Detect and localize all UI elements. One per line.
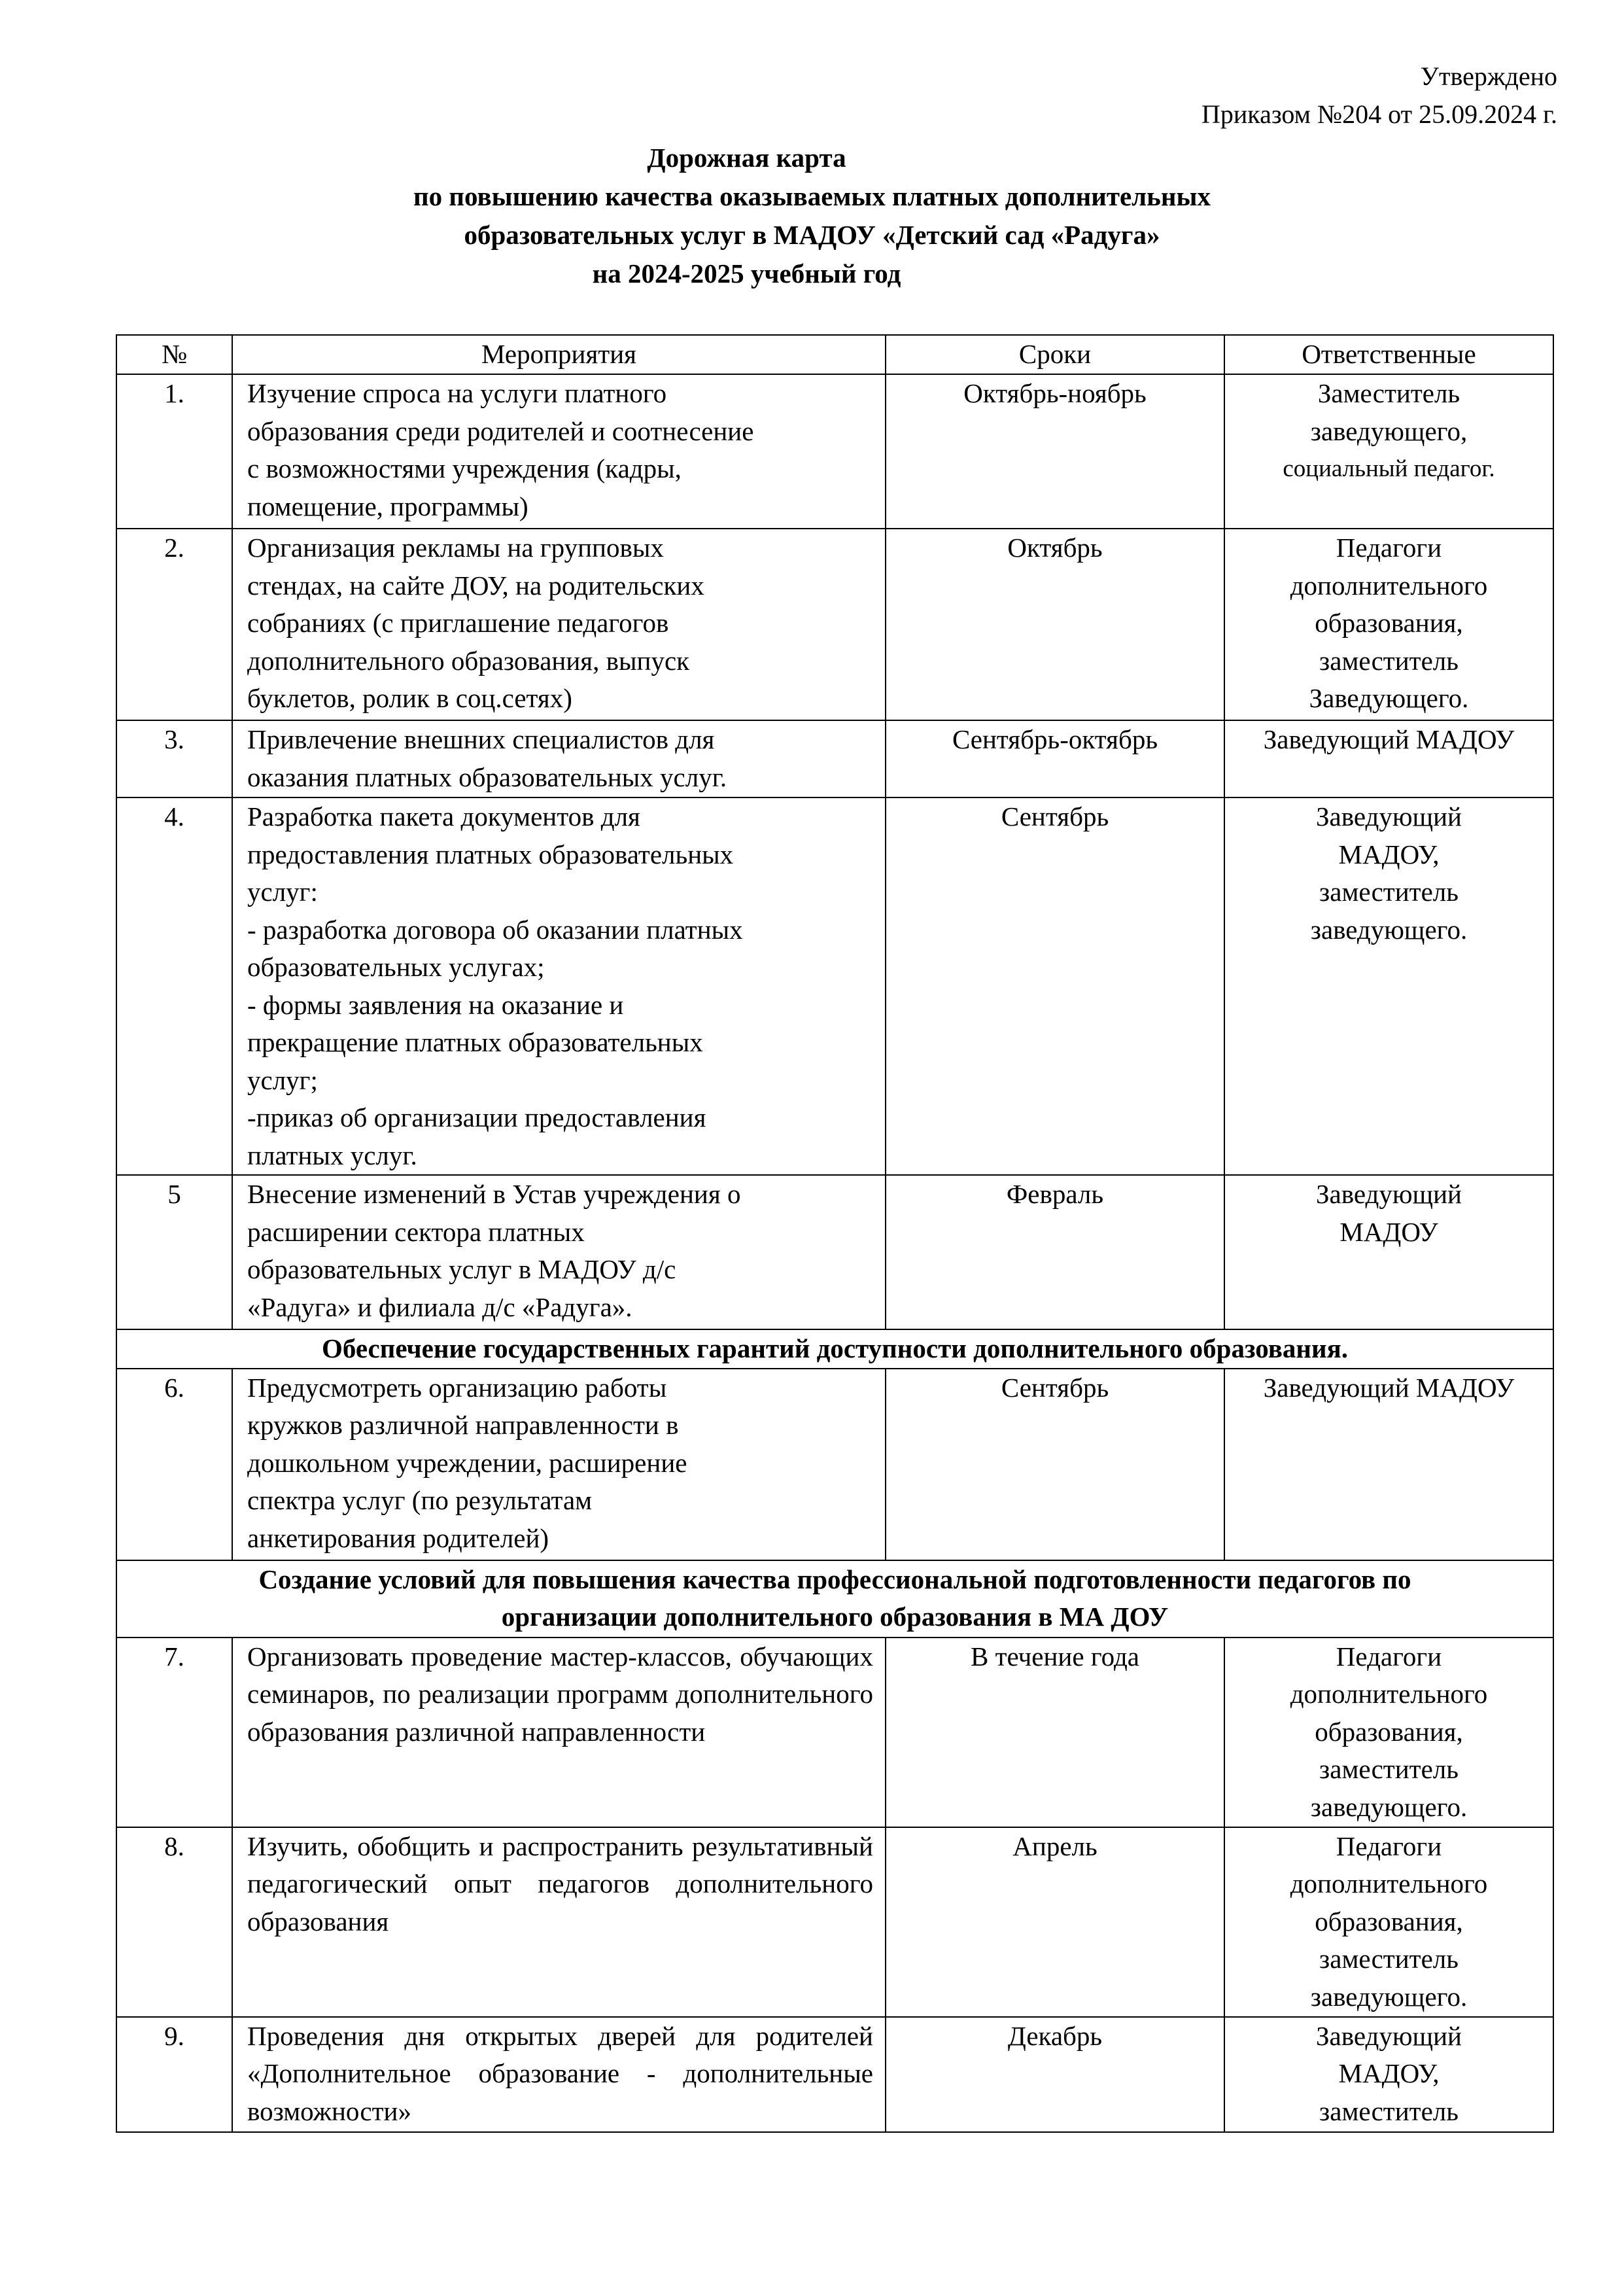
term-cell: Октябрь-ноябрь [886, 374, 1224, 529]
table-row [116, 720, 1553, 797]
responsible-line: МАДОУ, [1338, 839, 1440, 869]
activity-line: спектра услуг (по результатам [247, 1485, 593, 1515]
responsible-line: Заведующий МАДОУ [1263, 724, 1515, 754]
term-cell: Сентябрь [886, 797, 1224, 1175]
activity-cell [232, 720, 886, 797]
activity-line: Внесение изменений в Устав учреждения о [247, 1179, 741, 1209]
header-responsible: Ответственные [1224, 335, 1553, 374]
title-line-4: на 2024-2025 учебный год [592, 258, 901, 289]
row-number: 9. [116, 2017, 232, 2132]
activity-line: помещение, программы) [247, 491, 528, 521]
activity-cell [232, 374, 886, 529]
responsible-line: заместитель [1319, 1754, 1459, 1784]
row-number: 5 [116, 1175, 232, 1329]
responsible-line: Заведующий МАДОУ [1263, 1372, 1515, 1403]
row-number: 7. [116, 1638, 232, 1827]
responsible-line: заведующего. [1310, 1981, 1468, 2012]
responsible-line: Заведующий [1316, 2020, 1462, 2051]
activity-line: оказания платных образовательных услуг. [247, 762, 727, 792]
term-cell: Апрель [886, 1827, 1224, 2017]
section-heading-guarantees-title: Обеспечение государственных гарантий доступности дополнительного образования. [116, 1329, 1553, 1369]
responsible-line: Педагоги [1336, 1831, 1442, 1861]
responsible-cell [1224, 720, 1553, 797]
activity-line: анкетирования родителей) [247, 1522, 549, 1553]
activity-line: дополнительного образования, выпуск [247, 645, 690, 676]
activity-line: образовательных услуг в МАДОУ д/с [247, 1254, 676, 1284]
responsible-line: заместитель [1319, 2095, 1459, 2126]
table-row [116, 1175, 1553, 1329]
activity-cell: Организовать проведение мастер-классов, обучающих семинаров, по реализации программ дополнительного образования различной направленности [232, 1638, 886, 1827]
section-heading-conditions-line: организации дополнительного образования в МА ДОУ [501, 1602, 1169, 1632]
activity-cell: Проведения дня открытых дверей для родителей «Дополнительное образование - дополнительные возможности» [232, 2017, 886, 2132]
responsible-cell [1224, 529, 1553, 720]
row-number: 2. [116, 529, 232, 720]
section-heading-conditions-line: Создание условий для повышения качества профессиональной подготовленности педагогов по [258, 1564, 1411, 1594]
table-row [116, 1638, 1553, 1827]
activity-line: -приказ об организации предоставления [247, 1102, 706, 1132]
term-cell: Октябрь [886, 529, 1224, 720]
responsible-line: дополнительного [1290, 1868, 1488, 1899]
responsible-line: образования, [1315, 608, 1463, 638]
approval-line-1: Утверждено [1420, 61, 1557, 91]
row-number: 1. [116, 374, 232, 529]
responsible-line: МАДОУ, [1338, 2058, 1440, 2088]
responsible-line: Педагоги [1336, 1641, 1442, 1672]
activity-line: предоставления платных образовательных [247, 839, 734, 869]
responsible-line: дополнительного [1290, 570, 1488, 601]
responsible-line: Заведующего. [1309, 683, 1469, 713]
section-heading-conditions-title [116, 1560, 1553, 1638]
activity-line: услуг; [247, 1064, 318, 1095]
responsible-line: заведующего. [1310, 1791, 1468, 1822]
activity-line: Предусмотреть организацию работы [247, 1372, 667, 1403]
section-heading-guarantees [116, 1329, 1553, 1369]
title-line-3: образовательных услуг в МАДОУ «Детский сад «Радуга» [464, 220, 1160, 250]
row-number: 3. [116, 720, 232, 797]
responsible-cell [1224, 1827, 1553, 2017]
activity-line: Изучение спроса на услуги платного [247, 378, 667, 408]
responsible-line: Заведующий [1316, 801, 1462, 832]
activity-line: буклетов, ролик в соц.сетях) [247, 683, 572, 713]
activity-line: - разработка договора об оказании платных [247, 914, 743, 945]
activity-line: платных услуг. [247, 1140, 417, 1170]
activity-line: собраниях (с приглашение педагогов [247, 608, 669, 638]
activity-cell: Изучить, обобщить и распространить результативный педагогический опыт педагогов дополнительного образования [232, 1827, 886, 2017]
activity-line: расширении сектора платных [247, 1216, 585, 1247]
row-number: 4. [116, 797, 232, 1175]
term-cell: Сентябрь-октябрь [886, 720, 1224, 797]
table-row [116, 529, 1553, 720]
activity-line: Привлечение внешних специалистов для [247, 724, 715, 754]
approval-line-2: Приказом №204 от 25.09.2024 г. [1201, 99, 1557, 129]
term-cell: Декабрь [886, 2017, 1224, 2132]
activity-line: Организация рекламы на групповых [247, 533, 664, 563]
document-title [0, 139, 1624, 293]
activity-line: «Радуга» и филиала д/с «Радуга». [247, 1291, 632, 1322]
responsible-line: Заведующий [1316, 1179, 1462, 1209]
table-row [116, 1827, 1553, 2017]
responsible-line: заведующего. [1310, 914, 1468, 945]
header-activity: Мероприятия [232, 335, 886, 374]
activity-cell [232, 529, 886, 720]
responsible-cell [1224, 1175, 1553, 1329]
activity-cell [232, 1175, 886, 1329]
responsible-cell [1224, 797, 1553, 1175]
responsible-line: дополнительного [1290, 1679, 1488, 1709]
activity-line: образовательных услугах; [247, 952, 545, 982]
header-num: № [116, 335, 232, 374]
responsible-line: заместитель [1319, 877, 1459, 907]
title-line-1: Дорожная карта [647, 143, 846, 173]
activity-line: кружков различной направленности в [247, 1410, 679, 1440]
row-number: 8. [116, 1827, 232, 2017]
activity-line: - формы заявления на оказание и [247, 989, 624, 1020]
activity-cell [232, 1369, 886, 1560]
responsible-line: МАДОУ [1339, 1216, 1438, 1247]
approval-stamp [1201, 58, 1557, 133]
responsible-line: образования, [1315, 1716, 1463, 1747]
activity-line: с возможностями учреждения (кадры, [247, 453, 682, 483]
section-heading-conditions [116, 1560, 1553, 1638]
responsible-cell [1224, 1369, 1553, 1560]
activity-line: услуг: [247, 877, 318, 907]
title-line-2: по повышению качества оказываемых платных дополнительных [413, 181, 1211, 211]
responsible-line: Заместитель [1317, 378, 1460, 408]
activity-line: образования среди родителей и соотнесение [247, 415, 754, 446]
term-cell: Февраль [886, 1175, 1224, 1329]
responsible-line: образования, [1315, 1906, 1463, 1936]
table-header-row [116, 335, 1553, 374]
row-number: 6. [116, 1369, 232, 1560]
header-term: Сроки [886, 335, 1224, 374]
term-cell: Сентябрь [886, 1369, 1224, 1560]
activity-line: прекращение платных образовательных [247, 1027, 703, 1057]
roadmap-table [116, 334, 1554, 2133]
responsible-line: заместитель [1319, 645, 1459, 676]
activity-line: стендах, на сайте ДОУ, на родительских [247, 570, 704, 601]
responsible-cell [1224, 1638, 1553, 1827]
table-row [116, 797, 1553, 1175]
term-cell: В течение года [886, 1638, 1224, 1827]
responsible-line: социальный педагог. [1283, 455, 1495, 482]
activity-line: Разработка пакета документов для [247, 801, 640, 832]
table-row [116, 374, 1553, 529]
activity-cell [232, 797, 886, 1175]
activity-line: дошкольном учреждении, расширение [247, 1447, 687, 1478]
table-row [116, 1369, 1553, 1560]
responsible-line: заместитель [1319, 1944, 1459, 1974]
responsible-line: заведующего, [1310, 415, 1468, 446]
responsible-cell [1224, 374, 1553, 529]
responsible-line: Педагоги [1336, 533, 1442, 563]
responsible-cell [1224, 2017, 1553, 2132]
table-row [116, 2017, 1553, 2132]
